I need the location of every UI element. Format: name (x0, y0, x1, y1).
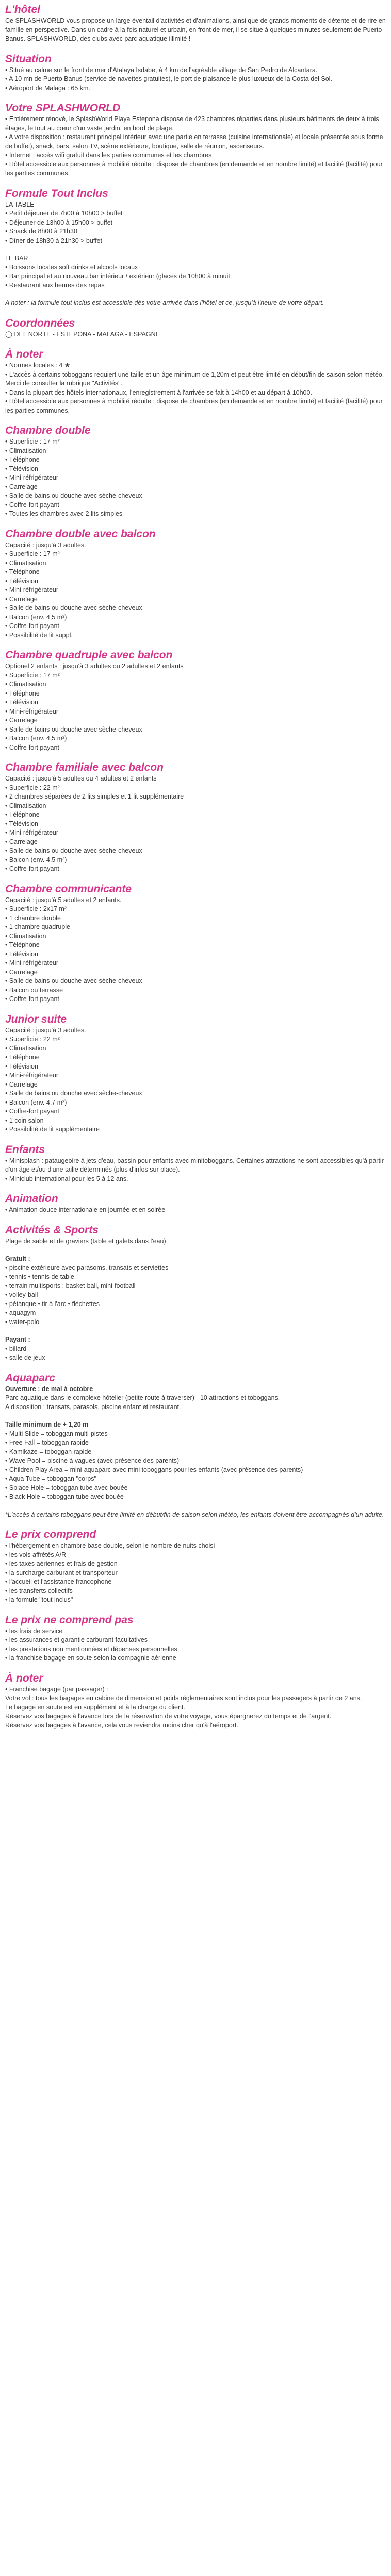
section-title: L'hôtel (5, 4, 40, 15)
list-item: • Salle de bains ou douche avec sèche-cheveux (5, 725, 142, 733)
list-item: • Superficie : 17 m² (5, 550, 60, 557)
list-item: • Télévision (5, 820, 38, 827)
list-item: • Mini-réfrigérateur (5, 959, 59, 967)
list-item: • Téléphone (5, 689, 40, 697)
section-junior-suite (5, 1013, 386, 1134)
list-item: • Children Play Area = mini-aquaparc avec mini toboggans pour les enfants (avec présence des parents) (5, 1466, 303, 1473)
list-item: • Superficie : 2x17 m² (5, 905, 67, 912)
list-item: • salle de jeux (5, 1354, 45, 1361)
list-item: • Coffre-fort payant (5, 865, 59, 872)
section-coordonnees (5, 317, 386, 340)
section-chambre-balcon (5, 528, 386, 640)
list-item: • Téléphone (5, 811, 40, 818)
list-item: • Téléphone (5, 456, 40, 463)
section-title: Le prix ne comprend pas (5, 1614, 134, 1626)
list-item: • Minisplash : pataugeoire à jets d'eau, bassin pour enfants avec minitoboggans. Certaines attractions ne sont accessibles qu'à partir d'un âge et/ou d'une taille déterminés (plus d'infos sur place). (5, 1157, 384, 1173)
list-item: • Superficie : 22 m² (5, 1036, 60, 1043)
gratuit-list (5, 1264, 386, 1327)
list-item: • Wave Pool = piscine à vagues (avec présence des parents) (5, 1457, 180, 1464)
list-item: • 1 chambre double (5, 914, 61, 922)
list-item: • L'accès à certains toboggans requiert une taille et un âge minimum de 1,20m et peut être limité en début/fin de saison selon météo. Merci de consulter la rubrique "Activités". (5, 370, 384, 387)
list-item: Votre vol : tous les bagages en cabine de dimension et poids réglementaires sont inclus pour les passagers à partir de 2 ans. (5, 1694, 362, 1702)
list-item: • Free Fall = toboggan rapide (5, 1439, 89, 1446)
room-features (5, 1035, 386, 1134)
list-item: • Mini-réfrigérateur (5, 829, 59, 836)
section-aquaparc (5, 1371, 386, 1520)
list-item: • Carrelage (5, 1080, 38, 1088)
bar-label: LE BAR (5, 255, 28, 262)
room-capacity: Capacité : jusqu'à 3 adultes. (5, 1026, 86, 1034)
list-item: • Snack de 8h00 à 21h30 (5, 228, 77, 235)
room-features (5, 784, 386, 874)
list-item: • Boissons locales soft drinks et alcools locaux (5, 263, 138, 271)
aquaparc-list (5, 1430, 386, 1502)
list-item: • A 10 mn de Puerto Banus (service de navettes gratuites), le port de plaisance le plus luxueux de la Costa del Sol. (5, 75, 332, 82)
list-item: • Black Hole = toboggan tube avec bouée (5, 1493, 124, 1500)
payant-list (5, 1345, 386, 1363)
room-features (5, 437, 386, 519)
list-item: • Salle de bains ou douche avec sèche-cheveux (5, 604, 142, 612)
section-title: À noter (5, 1672, 43, 1684)
list-item: • Carrelage (5, 595, 38, 603)
section-title: Votre SPLASHWORLD (5, 102, 121, 114)
section-title: Coordonnées (5, 317, 75, 329)
room-capacity: Capacité : jusqu'à 5 adultes ou 4 adultes et 2 enfants (5, 775, 157, 782)
section-a-noter-bagages (5, 1672, 386, 1731)
list-item: • volley-ball (5, 1291, 38, 1298)
section-chambre-double (5, 424, 386, 519)
list-item: • la formule "tout inclus" (5, 1596, 73, 1603)
section-title: Aquaparc (5, 1371, 55, 1384)
list-item: • water-polo (5, 1318, 40, 1326)
section-title: Chambre quadruple avec balcon (5, 649, 173, 661)
list-item: • Téléphone (5, 1054, 40, 1061)
list-item: • Aéroport de Malaga : 65 km. (5, 84, 90, 92)
address: ◯ DEL NORTE - ESTEPONA - MALAGA - ESPAGNE (5, 330, 160, 338)
list-item: • Hôtel accessible aux personnes à mobilité réduite : dispose de chambres (en demande et en nombre limité) et facilité (facilité) pour les parties communes. (5, 398, 383, 414)
list-item: • Dans la plupart des hôtels internationaux, l'enregistrement à l'arrivée se fait à 14h00 et au départ à 10h00. (5, 388, 312, 396)
list-item: • les taxes aériennes et frais de gestion (5, 1560, 118, 1567)
list-item: • Aqua Tube = toboggan "corps" (5, 1475, 96, 1482)
pasprix-list (5, 1627, 386, 1663)
votre-list (5, 115, 386, 178)
section-title: Situation (5, 53, 52, 65)
list-item: • 1 coin salon (5, 1116, 44, 1124)
list-item: • Entièrement rénové, le SplashWorld Playa Estepona dispose de 423 chambres réparties dans plusieurs bâtiments de deux à trois étages, le tout au cœur d'un vaste jardin, en bord de plage. (5, 115, 379, 132)
list-item: • Superficie : 17 m² (5, 671, 60, 679)
list-item: • billard (5, 1345, 27, 1352)
list-item: • Salle de bains ou douche avec sèche-cheveux (5, 492, 142, 499)
list-item: • Coffre-fort payant (5, 1108, 59, 1115)
section-title: À noter (5, 348, 43, 360)
section-title: Chambre familiale avec balcon (5, 761, 164, 773)
list-item: • l'accueil et l'assistance francophone (5, 1578, 112, 1585)
a-noter-list (5, 361, 386, 415)
section-title: Chambre double (5, 425, 91, 436)
room-features (5, 671, 386, 753)
list-item: • Petit déjeuner de 7h00 à 10h00 > buffet (5, 210, 123, 217)
list-item: • Multi Slide = toboggan multi-pistes (5, 1430, 108, 1437)
list-item: • 2 chambres séparées de 2 lits simples et 1 lit supplémentaire (5, 793, 184, 800)
aquaparc-line: Parc aquatique dans le complexe hôtelier (petite route à traverser) - 10 attractions et toboggans. (5, 1394, 280, 1401)
room-capacity: Capacité : jusqu'à 5 adultes et 2 enfants. (5, 896, 122, 904)
section-title: Chambre double avec balcon (5, 528, 156, 540)
list-item: • Climatisation (5, 932, 46, 940)
section-a-noter (5, 348, 386, 415)
room-capacity: Capacité : jusqu'à 3 adultes. (5, 541, 86, 549)
list-item: • aquagym (5, 1309, 36, 1316)
taille-label: Taille minimum de + 1,20 m (5, 1421, 89, 1428)
list-item: • Normes locales : 4 ★ (5, 362, 71, 369)
list-item: • Téléphone (5, 941, 40, 948)
list-item: • Coffre-fort payant (5, 501, 59, 509)
list-item: • Situé au calme sur le front de mer d'Atalaya Isdabe, à 4 km de l'agréable village de San Pedro de Alcantara. (5, 66, 318, 74)
list-item: • Carrelage (5, 483, 38, 490)
activites-intro: Plage de sable et de graviers (table et galets dans l'eau). (5, 1237, 168, 1245)
list-item: • Climatisation (5, 447, 46, 454)
list-item: • pétanque • tir à l'arc • fléchettes (5, 1300, 100, 1308)
section-votre-splashworld (5, 101, 386, 178)
list-item: • Splace Hole = toboggan tube avec bouée (5, 1484, 128, 1492)
situation-list (5, 66, 386, 93)
room-features (5, 550, 386, 640)
list-item: • Kamikaze = toboggan rapide (5, 1448, 92, 1455)
section-prix-comprend (5, 1528, 386, 1605)
list-item: • Franchise bagage (par passager) : (5, 1685, 108, 1693)
list-item: • Climatisation (5, 802, 46, 809)
section-situation (5, 53, 386, 93)
room-capacity: Optionel 2 enfants : jusqu'à 3 adultes ou 2 adultes et 2 enfants (5, 663, 184, 670)
list-item: • Coffre-fort payant (5, 995, 59, 1003)
section-title: Le prix comprend (5, 1529, 96, 1540)
list-item: • Hôtel accessible aux personnes à mobilité réduite : dispose de chambres (en demande et en nombre limité) et facilité (facilité) pour les parties communes. (5, 160, 383, 177)
bar-list (5, 263, 386, 291)
section-title: Activités & Sports (5, 1224, 99, 1236)
table-label: LA TABLE (5, 200, 35, 208)
aquaparc-line: A disposition : transats, parasols, piscine enfant et restaurant. (5, 1403, 181, 1411)
section-enfants (5, 1143, 386, 1184)
section-title: Junior suite (5, 1013, 67, 1025)
list-item: • Téléphone (5, 568, 40, 575)
list-item: • Dîner de 18h30 à 21h30 > buffet (5, 236, 102, 244)
section-title: Formule Tout Inclus (5, 187, 108, 199)
list-item: • Balcon (env. 4,5 m²) (5, 856, 67, 863)
section-title: Enfants (5, 1143, 45, 1156)
list-item: • 1 chambre quadruple (5, 923, 70, 930)
section-animation (5, 1192, 386, 1215)
animation-list (5, 1206, 386, 1215)
list-item: • la franchise bagage en soute selon la compagnie aérienne (5, 1654, 176, 1662)
list-item: • Carrelage (5, 717, 38, 724)
list-item: Réservez vos bagages à l'avance, cela vous reviendra moins cher qu'à l'aéroport. (5, 1721, 238, 1729)
list-item: • Mini-réfrigérateur (5, 1072, 59, 1079)
list-item: • la surcharge carburant et transporteur (5, 1569, 118, 1577)
list-item: • Superficie : 17 m² (5, 438, 60, 445)
list-item: • Miniclub international pour les 5 à 12 ans. (5, 1175, 128, 1182)
list-item: • Mini-réfrigérateur (5, 474, 59, 481)
list-item: • Salle de bains ou douche avec sèche-cheveux (5, 847, 142, 854)
table-list (5, 209, 386, 245)
list-item: • Mini-réfrigérateur (5, 586, 59, 594)
list-item: • les vols affrétés A/R (5, 1551, 67, 1558)
list-item: • tennis • tennis de table (5, 1273, 74, 1280)
list-item: • Climatisation (5, 1044, 46, 1052)
list-item: • Mini-réfrigérateur (5, 707, 59, 715)
bagages-list (5, 1685, 386, 1731)
list-item: • Déjeuner de 13h00 à 15h00 > buffet (5, 218, 113, 226)
list-item: Réservez vos bagages à l'avance lors de la réservation de votre voyage, vous épargnerez du temps et de l'argent. (5, 1713, 332, 1720)
prix-list (5, 1541, 386, 1605)
list-item: • Télévision (5, 577, 38, 585)
section-formule (5, 187, 386, 308)
section-chambre-quadruple (5, 649, 386, 752)
room-features (5, 905, 386, 1004)
aquaparc-ouverture: Ouverture : de mai à octobre (5, 1385, 93, 1393)
list-item: • Restaurant aux heures des repas (5, 281, 105, 289)
section-title: Animation (5, 1193, 58, 1205)
list-item: • Possibilité de lit supplémentaire (5, 1126, 100, 1133)
list-item: • Balcon (env. 4,5 m²) (5, 613, 67, 621)
enfants-list (5, 1157, 386, 1184)
section-hotel (5, 3, 386, 44)
list-item: • Salle de bains ou douche avec sèche-cheveux (5, 977, 142, 985)
section-title: Chambre communicante (5, 883, 132, 895)
list-item: • Climatisation (5, 559, 46, 567)
list-item: • les prestations non mentionnées et dépenses personnelles (5, 1645, 177, 1653)
section-chambre-communicante (5, 883, 386, 1004)
list-item: • terrain multisports : basket-ball, mini-football (5, 1282, 136, 1290)
list-item: Le bagage en soute est en supplément et à la charge du client. (5, 1703, 185, 1711)
aquaparc-note: *L'accès à certains toboggans peut être limité en début/fin de saison selon météo, les enfants doivent être accompagnés d'un adulte. (5, 1511, 384, 1518)
list-item: • les assurances et garantie carburant facultatives (5, 1636, 148, 1643)
list-item: • Balcon ou terrasse (5, 986, 63, 994)
list-item: • les frais de service (5, 1627, 63, 1635)
list-item: • A votre disposition : restaurant principal intérieur avec une partie en terrasse (cuisine internationale) et locale présentée sous forme de buffet), snack, bars, salon TV, scène extérieure, boutique, salle de réunion, ascenseurs. (5, 133, 383, 150)
list-item: • Coffre-fort payant (5, 743, 59, 751)
list-item: • Bar principal et au nouveau bar intérieur / extérieur (glaces de 10h00 à minuit (5, 273, 230, 280)
section-prix-ne-comprend-pas (5, 1614, 386, 1663)
list-item: • Salle de bains ou douche avec sèche-cheveux (5, 1090, 142, 1097)
list-item: • les transferts collectifs (5, 1587, 73, 1595)
list-item: • Coffre-fort payant (5, 622, 59, 630)
list-item: • Climatisation (5, 681, 46, 688)
list-item: • Télévision (5, 699, 38, 706)
section-activites (5, 1224, 386, 1363)
list-item: • Carrelage (5, 838, 38, 845)
list-item: • Internet : accès wifi gratuit dans les parties communes et les chambres (5, 151, 212, 159)
list-item: • Possibilité de lit suppl. (5, 631, 73, 639)
list-item: • Carrelage (5, 968, 38, 976)
list-item: • Balcon (env. 4,7 m²) (5, 1098, 67, 1106)
hotel-intro: Ce SPLASHWORLD vous propose un large éventail d'activités et d'animations, ainsi que de grands moments de détente et de rire en famille en perspective. Dans un cadre à la fois naturel et urbain, en front de mer, il se situe à quelques minutes seulement de Puerto Banus. SPLASHWORLD, des clubs avec parc aquatique illimité ! (5, 17, 386, 42)
list-item: • Toutes les chambres avec 2 lits simples (5, 510, 123, 517)
formule-note: A noter : la formule tout inclus est accessible dès votre arrivée dans l'hôtel et ce, jusqu'à l'heure de votre départ. (5, 299, 324, 307)
gratuit-label: Gratuit : (5, 1255, 30, 1262)
list-item: • l'hébergement en chambre base double, selon le nombre de nuits choisi (5, 1542, 215, 1549)
payant-label: Payant : (5, 1336, 30, 1343)
section-chambre-familiale (5, 761, 386, 874)
list-item: • Télévision (5, 950, 38, 958)
list-item: • Télévision (5, 465, 38, 472)
list-item: • piscine extérieure avec parasoms, transats et serviettes (5, 1264, 169, 1272)
list-item: • Balcon (env. 4,5 m²) (5, 735, 67, 742)
list-item: • Animation douce internationale en journée et en soirée (5, 1206, 166, 1213)
list-item: • Télévision (5, 1062, 38, 1070)
list-item: • Superficie : 22 m² (5, 784, 60, 791)
